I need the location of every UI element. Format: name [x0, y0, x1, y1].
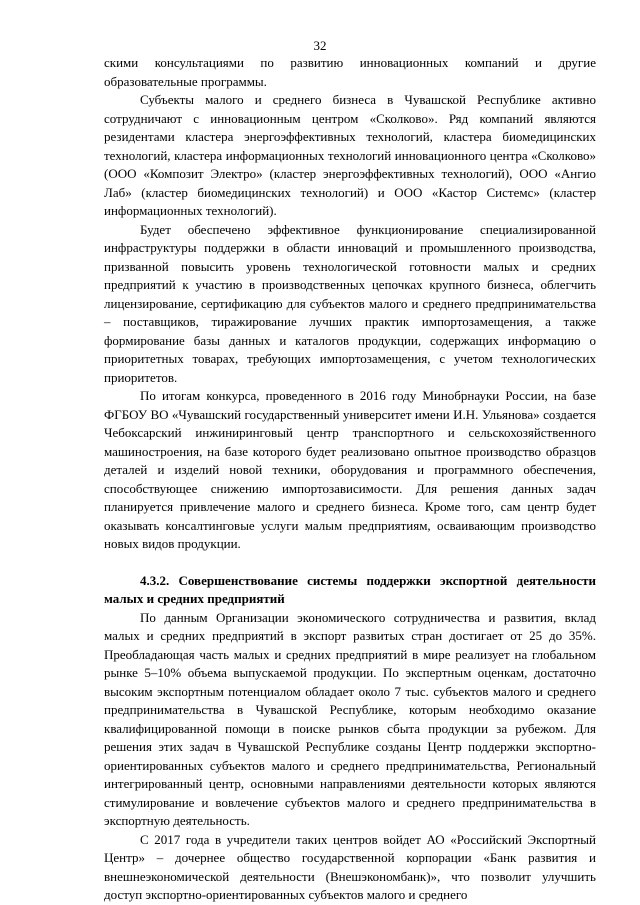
paragraph-engineering-center: По итогам конкурса, проведенного в 2016 году Минобрнауки России, на базе ФГБОУ ВО «Чувашский государственный университет имени И.Н. Ульянова» создается Чебоксарский инжиниринговый центр транспортного и сельскохозяйственного машиностроения, на базе которого будет реализовано опытное производство образцов деталей и изделий новой техники, оборудования и программного обеспечения, способствующее снижению импортозависимости. Для решения данных задач планируется привлечение малого и среднего бизнеса. Кроме того, сам центр будет оказывать консалтинговые услуги малым предприятиям, осваивающим производство новых видов продукции. [104, 388, 596, 551]
page-number: 32 [313, 38, 327, 53]
paragraph-skolkovo: Субъекты малого и среднего бизнеса в Чувашской Республике активно сотрудничают с инновационным центром «Сколково». Ряд компаний являются резидентами кластера энергоэффективных технологий, кластера биомедицинских технологий, кластера информационных технологий инновационного центра «Сколково» (ООО «Композит Электро» (кластер энергоэффективных технологий), ООО «Ангио Лаб» (кластер биомедицинских технологий) и ООО «Кастор Системс» (кластер информационных технологий). [104, 92, 596, 218]
paragraph-infrastructure: Будет обеспечено эффективное функционирование специализированной инфраструктуры поддержки в области инноваций и промышленного производства, призванной повысить уровень технологической готовности малых и средних предприятий к участию в производственных цепочках крупного бизнеса, облегчить лицензирование, сертификацию для субъектов малого и среднего предпринимательства – поставщиков, тиражирование лучших практик импортозамещения, а также формирование базы данных и каталогов продукции, содержащих информацию о приоритетных товарах, требующих импортозамещения, с учетом технологических приоритетов. [104, 221, 596, 385]
paragraph-export-center: С 2017 года в учредители таких центров войдет АО «Российский Экспортный Центр» – дочернее общество государственной корпорации «Банк развития и внешнеэкономической деятельности (Внешэкономбанк)», что позволит улучшить доступ экспортно-ориентированных субъектов малого и среднего [104, 831, 596, 902]
section-heading: 4.3.2. Совершенствование системы поддержки экспортной деятельности малых и средних предприятий [104, 572, 596, 606]
paragraph-continuation: скими консультациями по развитию инновационных компаний и другие образовательные программы. [104, 55, 596, 89]
paragraph-oecd-export: По данным Организации экономического сотрудничества и развития, вклад малых и средних предприятий в экспорт развитых стран достигает от 25 до 35%. Преобладающая часть малых и средних предприятий в мире реализует на глобальном рынке 5–10% объема выпускаемой продукции. По экспертным оценкам, достаточно высоким экспортным потенциалом обладает около 7 тыс. субъектов малого и среднего предпринимательства в Чувашской Республике, которым необходимо оказание квалифицированной помощи в поиске рынков сбыта продукции за рубежом. Для решения этих задач в Чувашской Республике созданы Центр поддержки экспортно-ориентированных субъектов малого и среднего предпринимательства, Региональный интегрированный центр, основными направлениями деятельности которых являются стимулирование и вовлечение субъектов малого и среднего предпринимательства в экспортную деятельность. [104, 609, 596, 828]
page-content [104, 54, 596, 905]
